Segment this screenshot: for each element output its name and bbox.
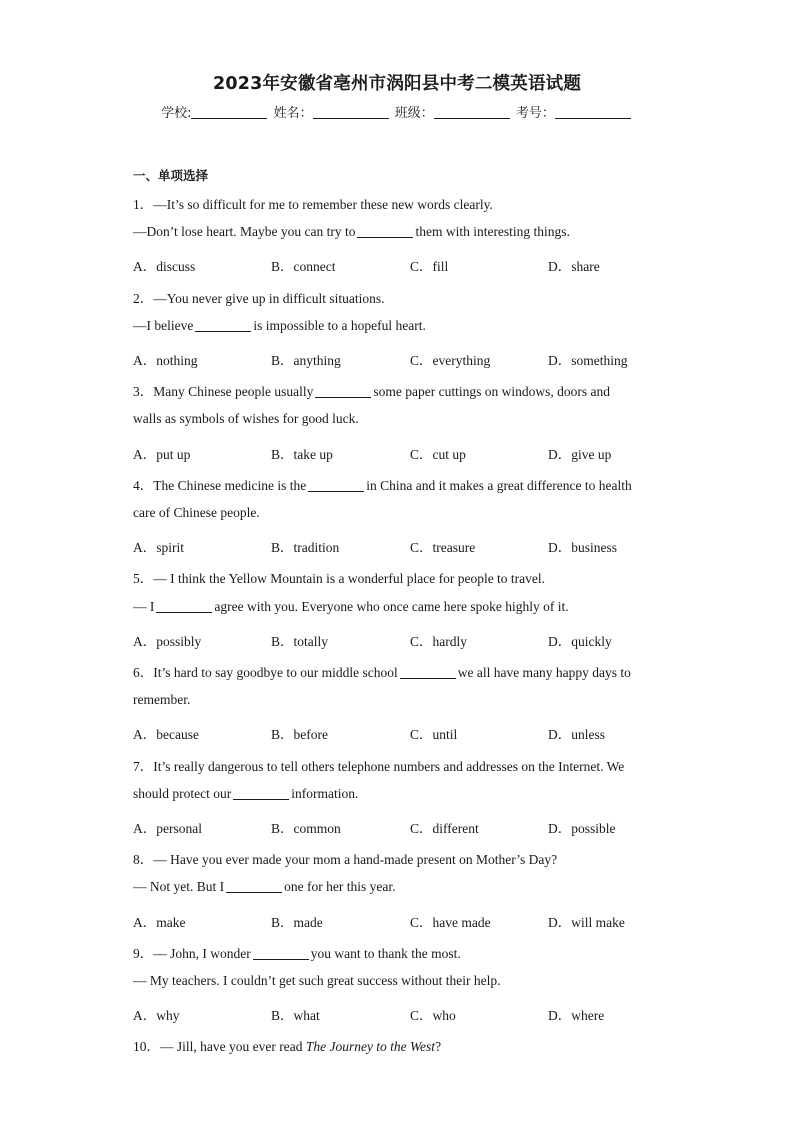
question-9-line-2: — My teachers. I couldn’t get such great success without their help. <box>133 973 501 988</box>
question-4-line-1: 4．The Chinese medicine is the in China and it makes a great difference to health <box>133 477 632 493</box>
school-blank <box>191 106 267 119</box>
option-c: C．different <box>410 821 479 836</box>
answer-blank <box>226 880 282 893</box>
question-4-line-2: care of Chinese people. <box>133 505 260 520</box>
page-title: 2023年安徽省亳州市涡阳县中考二模英语试题 <box>212 74 582 94</box>
option-a: A．discuss <box>133 259 196 275</box>
option-d: D．unless <box>548 727 605 743</box>
student-info-row <box>0 102 794 121</box>
school-field: 学校: <box>161 102 269 121</box>
question-9-line-1: 9．— John, I wonder you want to thank the most. <box>133 945 461 961</box>
question-7-line-1: 7．It’s really dangerous to tell others telephone numbers and addresses on the Internet. We <box>133 758 625 774</box>
option-a: A．personal <box>133 821 202 836</box>
option-d: D．something <box>548 353 628 368</box>
question-8-line-1: 8．— Have you ever made your mom a hand-made present on Mother’s Day? <box>133 852 558 868</box>
answer-blank <box>233 787 289 800</box>
question-3-line-2: walls as symbols of wishes for good luck. <box>133 411 359 427</box>
option-b: B．take up <box>271 446 333 462</box>
option-d: D．business <box>548 540 618 556</box>
option-a: A．spirit <box>133 540 185 556</box>
answer-blank <box>315 385 371 398</box>
option-b: B．made <box>271 914 323 930</box>
question-5-line-2: — I agree with you. Everyone who once came here spoke highly of it. <box>133 598 569 614</box>
option-a: A．nothing <box>133 353 198 368</box>
option-d: D．give up <box>548 446 612 462</box>
answer-blank <box>400 666 456 679</box>
option-b: B．before <box>271 727 328 743</box>
option-c: C．cut up <box>410 446 466 462</box>
class-blank <box>434 106 510 119</box>
option-b: B．anything <box>271 353 341 368</box>
question-10: 10．— Jill, have you ever read The Journey to the West? <box>133 1039 442 1055</box>
name-blank <box>313 106 389 119</box>
name-field: 姓名： <box>274 102 391 121</box>
question-3-line-1: 3．Many Chinese people usually some paper cuttings on windows, doors and <box>133 384 610 400</box>
option-b: B．common <box>271 821 341 836</box>
question-7-line-2: should protect our information. <box>133 785 359 801</box>
question-8-line-2: — Not yet. But I one for her this year. <box>133 879 396 895</box>
option-b: B．connect <box>271 259 336 275</box>
option-d: D．where <box>548 1008 605 1024</box>
option-c: C．until <box>410 727 458 743</box>
option-a: A．why <box>133 1008 180 1024</box>
option-c: C．everything <box>410 353 491 368</box>
question-2-line-2: —I believe is impossible to a hopeful heart. <box>133 317 426 333</box>
answer-blank <box>156 600 212 613</box>
option-c: C．hardly <box>410 633 467 649</box>
class-field: 班级： <box>395 102 512 121</box>
option-b: B．tradition <box>271 540 340 556</box>
question-6-line-2: remember. <box>133 692 191 708</box>
answer-blank <box>253 947 309 960</box>
option-b: B．what <box>271 1008 320 1024</box>
section-heading: 一、单项选择 <box>133 168 209 183</box>
option-d: D．possible <box>548 821 616 836</box>
question-1-line-2: —Don’t lose heart. Maybe you can try to them with interesting things. <box>133 224 570 240</box>
option-c: C．treasure <box>410 540 476 556</box>
question-5-line-1: 5．— I think the Yellow Mountain is a wonderful place for people to travel. <box>133 571 546 587</box>
option-d: D．will make <box>548 914 625 930</box>
option-d: D．quickly <box>548 633 612 649</box>
question-1-line-1: 1．—It’s so difficult for me to remember these new words clearly. <box>133 197 493 212</box>
option-a: A．put up <box>133 446 191 462</box>
option-a: A．possibly <box>133 633 202 649</box>
exam-number-blank <box>555 106 631 119</box>
option-d: D．share <box>548 259 600 275</box>
option-a: A．make <box>133 914 186 930</box>
question-6-line-1: 6．It’s hard to say goodbye to our middle school we all have many happy days to <box>133 665 631 680</box>
option-c: C．who <box>410 1008 456 1024</box>
answer-blank <box>357 225 413 238</box>
option-b: B．totally <box>271 633 328 649</box>
question-2-line-1: 2．—You never give up in difficult situations. <box>133 290 385 306</box>
answer-blank <box>195 319 251 332</box>
option-c: C．fill <box>410 259 449 275</box>
exam-number-field: 考号： <box>516 102 633 121</box>
option-c: C．have made <box>410 914 491 930</box>
answer-blank <box>308 479 364 492</box>
option-a: A．because <box>133 727 199 743</box>
